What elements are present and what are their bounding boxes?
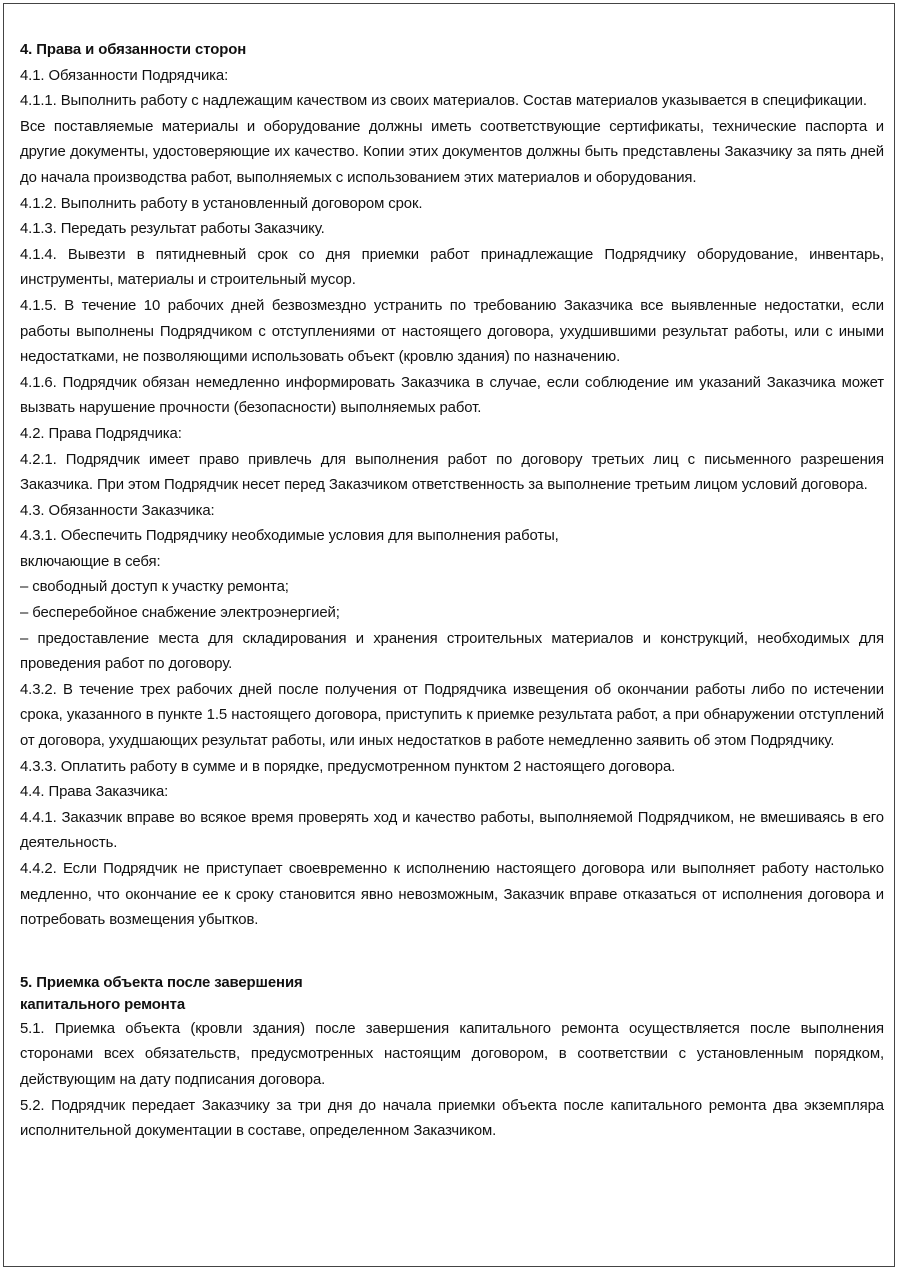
clause-4-4-2: 4.4.2. Если Подрядчик не приступает своевременно к исполнению настоящего договора или выполняет работу настолько медленно, что окончание ее к сроку становится явно невозможным, Заказчик вправе отказаться от исполнения договора и потребовать возмещения убытков. (20, 861, 884, 929)
list-item: – бесперебойное снабжение электроэнергией; (20, 605, 340, 622)
section-5-title-line-2: капитального ремонта (20, 997, 186, 1014)
clause-4-3-1: 4.3.1. Обеспечить Подрядчику необходимые условия для выполнения работы, (20, 528, 559, 545)
clause-4-1-3: 4.1.3. Передать результат работы Заказчику. (20, 221, 325, 238)
clause-4-2-1: 4.2.1. Подрядчик имеет право привлечь для выполнения работ по договору третьих лиц с письменного разрешения Заказчика. При этом Подрядчик несет перед Заказчиком ответственность за выполнение третьим лицом условий договора. (20, 451, 884, 494)
clause-4-1-1-materials: Все поставляемые материалы и оборудование должны иметь соответствующие сертификаты, технические паспорта и другие документы, удостоверяющие их качество. Копии этих документов должны быть представлены Заказчику за пять дней до начала производства работ, выполняемых с использованием этих материалов и оборудования. (20, 118, 884, 186)
clause-4-3-2: 4.3.2. В течение трех рабочих дней после получения от Подрядчика извещения об окончании работы либо по истечении срока, указанного в пункте 1.5 настоящего договора, приступить к приемке результата работ, а при обнаружении отступлений от договора, ухудшающих результат работы, или иных недостатков в работе немедленно заявить об этом Подрядчику. (20, 681, 884, 750)
list-item: – предоставление места для складирования и хранения строительных материалов и конструкций, необходимых для проведения работ по договору. (20, 630, 884, 673)
clause-4-3: 4.3. Обязанности Заказчика: (20, 502, 215, 519)
clause-4-1-4: 4.1.4. Вывезти в пятидневный срок со дня приемки работ принадлежащие Подрядчику оборудование, инвентарь, инструменты, материалы и строительный мусор. (20, 246, 884, 289)
section-5-title (20, 972, 884, 1017)
clause-4-1: 4.1. Обязанности Подрядчика: (20, 67, 229, 84)
clause-5-1: 5.1. Приемка объекта (кровли здания) после завершения капитального ремонта осуществляется после выполнения сторонами всех обязательств, предусмотренных настоящим договором, в соответствии с установленным порядком, действующим на дату подписания договора. (20, 1020, 884, 1088)
clause-5-2: 5.2. Подрядчик передает Заказчику за три дня до начала приемки объекта после капитального ремонта два экземпляра исполнительной документации в составе, определенном Заказчиком. (20, 1097, 884, 1140)
list-item: – свободный доступ к участку ремонта; (20, 579, 289, 596)
clause-4-1-6: 4.1.6. Подрядчик обязан немедленно информировать Заказчика в случае, если соблюдение им указаний Заказчика может вызвать нарушение прочности (безопасности) выполняемых работ. (20, 374, 884, 417)
clause-4-2: 4.2. Права Подрядчика: (20, 425, 182, 442)
document-frame (3, 3, 895, 1267)
clause-4-3-3: 4.3.3. Оплатить работу в сумме и в порядке, предусмотренном пунктом 2 настоящего договора. (20, 758, 676, 775)
clause-4-1-5: 4.1.5. В течение 10 рабочих дней безвозмездно устранить по требованию Заказчика все выявленные недостатки, если работы выполнены Подрядчиком с отступлениями от настоящего договора, ухудшившими результат работы, или с иными недостатками, не позволяющими использовать объект (кровлю здания) по назначению. (20, 297, 884, 366)
document-body (20, 38, 884, 1145)
section-gap (20, 934, 884, 972)
section-4-title: 4. Права и обязанности сторон (20, 42, 247, 58)
clause-4-3-1-includes: включающие в себя: (20, 553, 161, 570)
clause-4-4: 4.4. Права Заказчика: (20, 784, 169, 801)
clause-4-1-2: 4.1.2. Выполнить работу в установленный договором срок. (20, 195, 423, 212)
clause-4-4-1: 4.4.1. Заказчик вправе во всякое время проверять ход и качество работы, выполняемой Подрядчиком, не вмешиваясь в его деятельность. (20, 809, 884, 852)
clause-4-1-1: 4.1.1. Выполнить работу с надлежащим качеством из своих материалов. Состав материалов указывается в спецификации. (20, 93, 867, 110)
section-5-title-line-1: 5. Приемка объекта после завершения (20, 974, 303, 991)
